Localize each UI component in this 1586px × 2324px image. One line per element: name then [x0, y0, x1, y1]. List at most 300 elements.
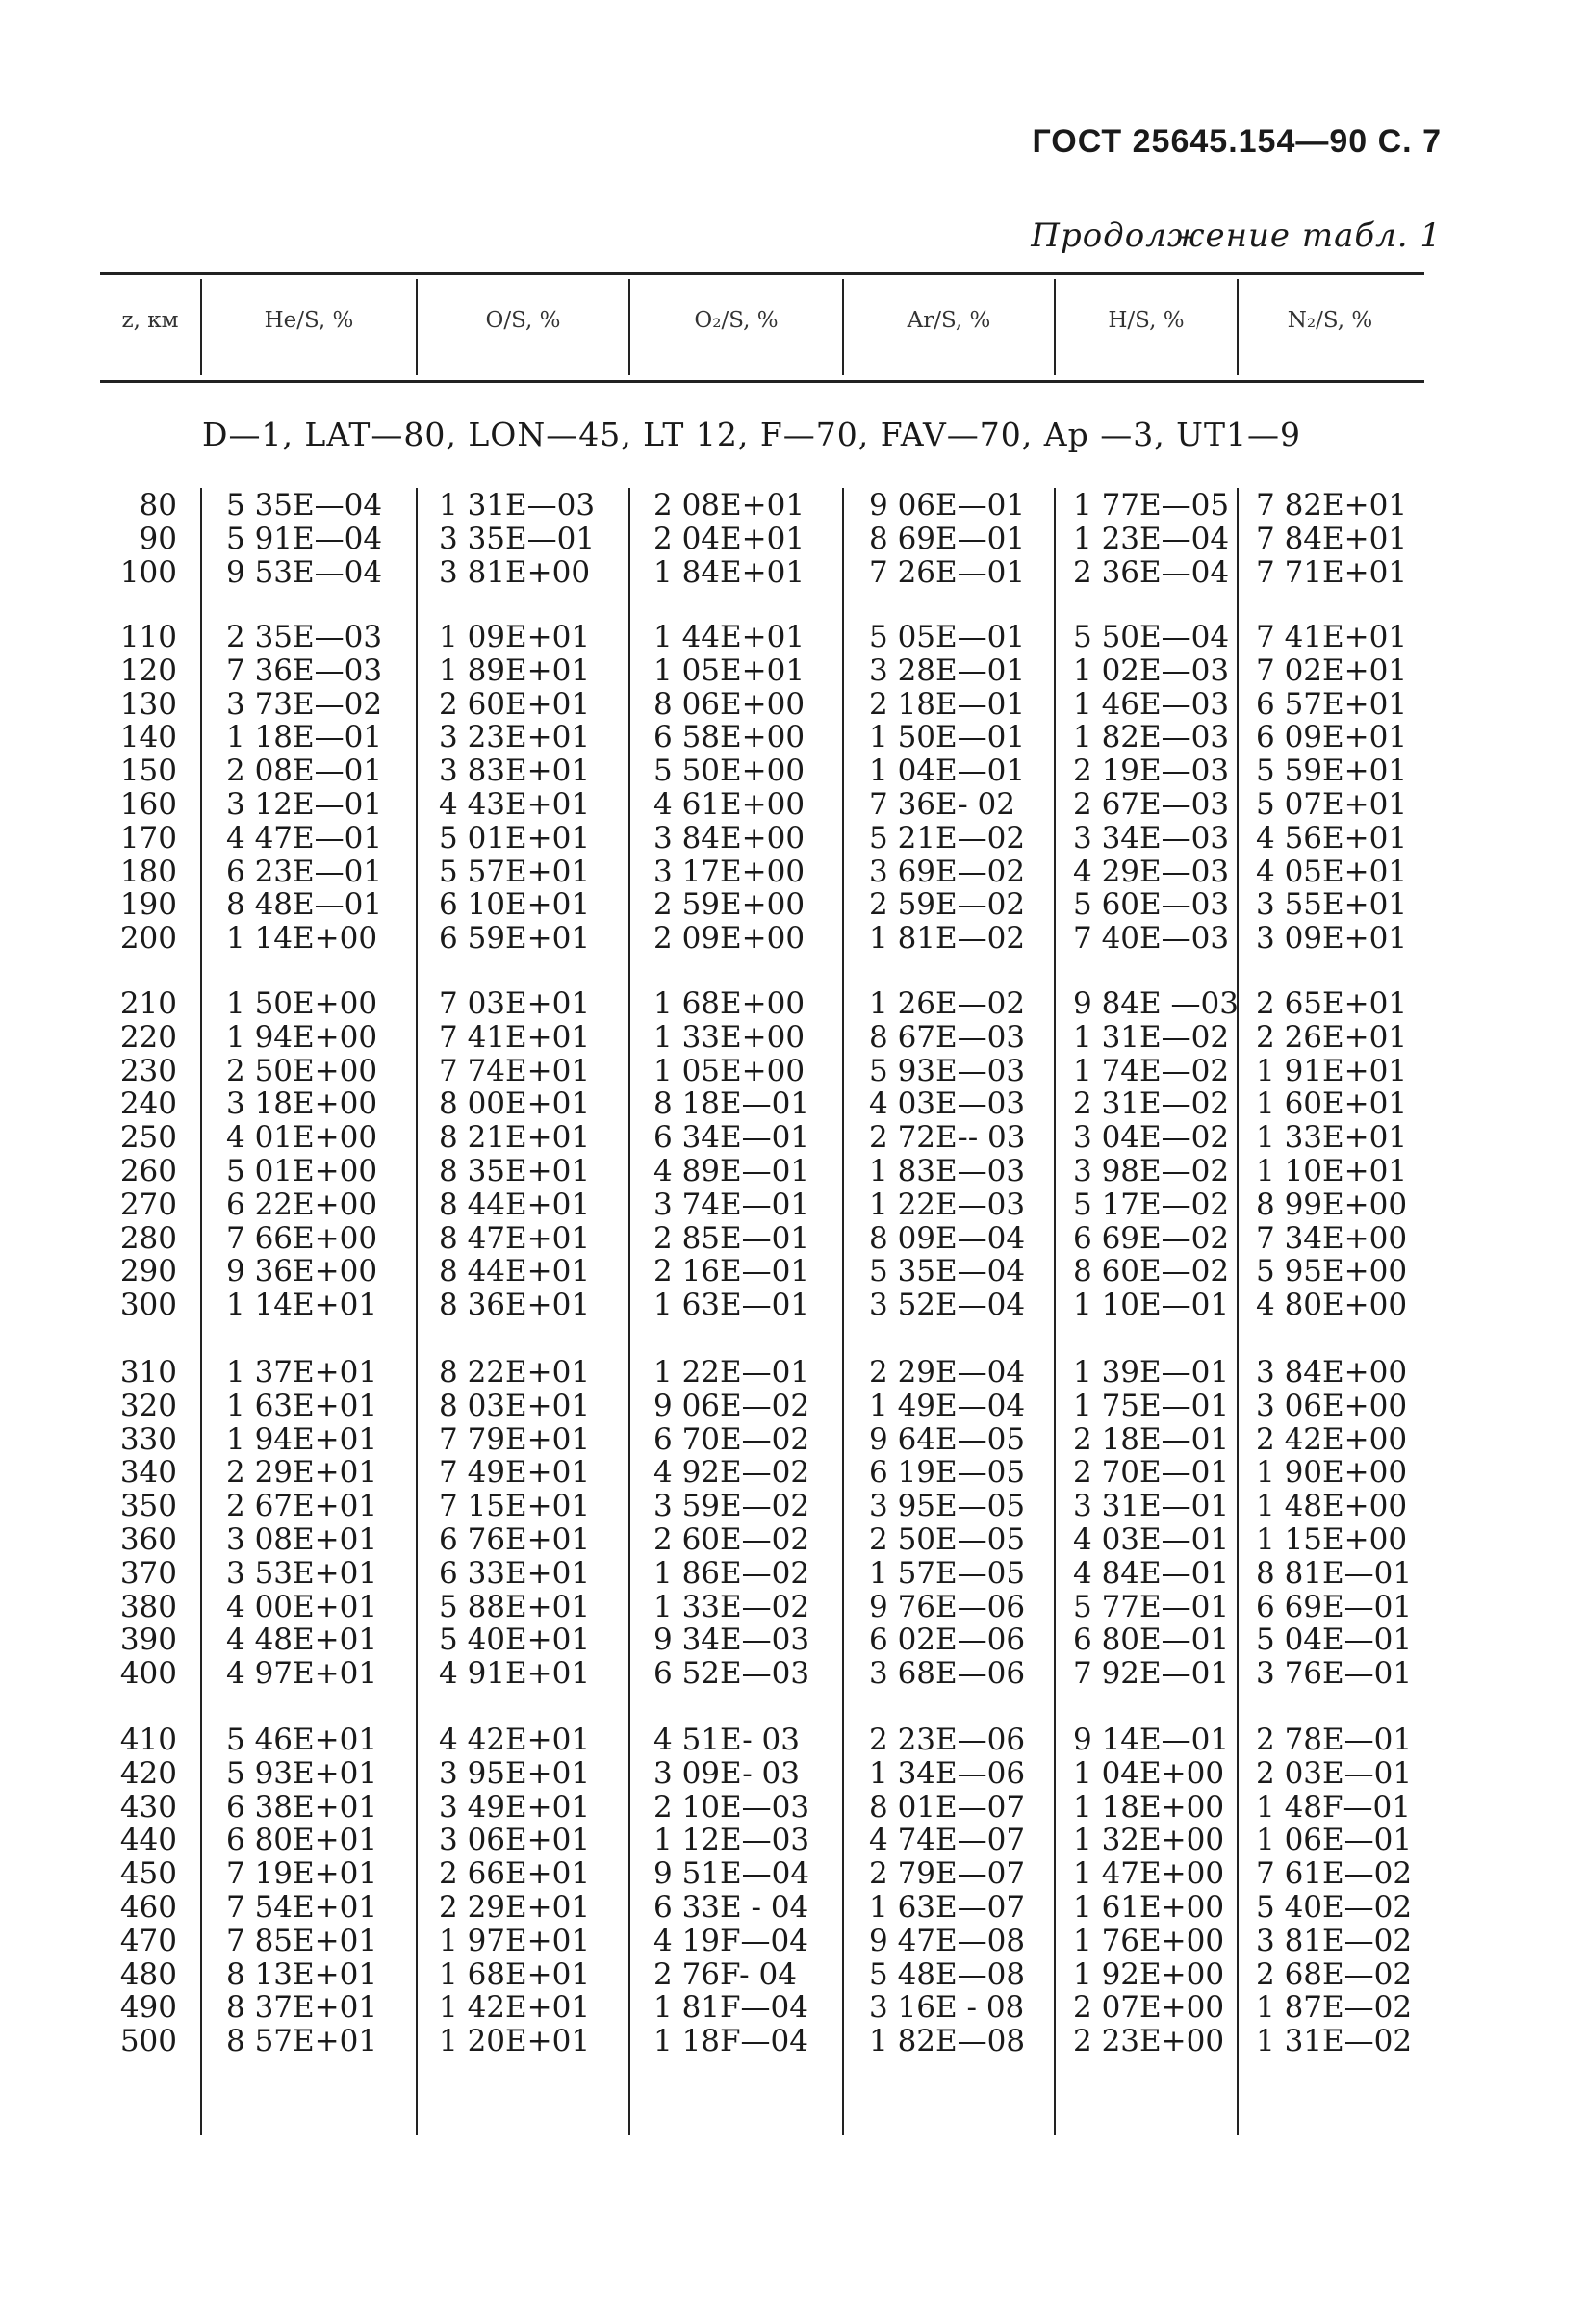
value-cell: 2 03E—01 [1256, 1755, 1413, 1791]
value-cell: 5 01E+01 [439, 820, 591, 856]
value-cell: 6 19E—05 [869, 1455, 1026, 1491]
value-cell: 1 63E—01 [653, 1288, 810, 1323]
value-cell: 7 03E+01 [439, 986, 591, 1021]
value-cell: 6 33E - 04 [653, 1889, 809, 1925]
value-cell: 1 22E—01 [653, 1355, 810, 1390]
value-cell: 4 05E+01 [1256, 854, 1408, 889]
value-cell: 1 77E—05 [1073, 488, 1230, 523]
altitude-cell: 380 [119, 1589, 177, 1624]
value-cell: 6 34E—01 [653, 1120, 810, 1156]
altitude-cell: 130 [119, 686, 177, 722]
value-cell: 3 55E+01 [1256, 887, 1408, 923]
value-cell: 1 76E+00 [1073, 1923, 1225, 1958]
value-cell: 9 14E—01 [1073, 1723, 1230, 1757]
table-row [0, 1724, 1586, 1757]
value-cell: 4 56E+01 [1256, 820, 1408, 856]
altitude-cell: 360 [119, 1521, 177, 1557]
value-cell: 4 48E+01 [226, 1622, 378, 1658]
value-cell: 6 80E—01 [1073, 1622, 1230, 1658]
value-cell: 4 29E—03 [1073, 854, 1230, 889]
value-cell: 8 13E+01 [226, 1956, 378, 1992]
column-header-h: H/S, % [1108, 308, 1185, 333]
table-row [0, 688, 1586, 722]
value-cell: 1 09E+01 [439, 620, 591, 654]
table-row [0, 1255, 1586, 1289]
value-cell: 1 68E+00 [653, 986, 806, 1021]
altitude-cell: 490 [119, 1990, 177, 2026]
column-header-he: He/S, % [264, 308, 354, 333]
table-row [0, 489, 1586, 523]
value-cell: 1 06E—01 [1256, 1823, 1413, 1858]
value-cell: 1 81F—04 [653, 1990, 808, 2026]
altitude-cell: 260 [119, 1153, 177, 1188]
value-cell: 1 10E—01 [1073, 1288, 1230, 1323]
value-cell: 4 03E—01 [1073, 1521, 1230, 1557]
table-row [0, 1891, 1586, 1925]
value-cell: 8 09E—04 [869, 1220, 1026, 1256]
value-cell: 4 91E+01 [439, 1656, 591, 1692]
value-cell: 2 70E—01 [1073, 1455, 1230, 1491]
value-cell: 2 18E—01 [869, 686, 1026, 722]
value-cell: 8 21E+01 [439, 1120, 591, 1156]
value-cell: 2 60E—02 [653, 1521, 810, 1557]
value-cell: 6 69E—02 [1073, 1220, 1230, 1256]
table-row [0, 754, 1586, 788]
value-cell: 7 36E- 02 [869, 786, 1016, 822]
value-cell: 8 69E—01 [869, 521, 1026, 556]
value-cell: 7 92E—01 [1073, 1656, 1230, 1692]
table-row [0, 788, 1586, 822]
altitude-cell: 430 [119, 1789, 177, 1825]
value-cell: 1 61E+00 [1073, 1889, 1225, 1925]
value-cell: 2 29E+01 [439, 1889, 591, 1925]
value-cell: 5 48E—08 [869, 1956, 1026, 1992]
value-cell: 8 03E+01 [439, 1388, 591, 1423]
table-row [0, 1289, 1586, 1322]
table-header-rule [100, 380, 1424, 383]
column-header-ar: Ar/S, % [907, 308, 991, 333]
value-cell: 8 67E—03 [869, 1019, 1026, 1055]
altitude-cell: 400 [119, 1656, 177, 1692]
table-row [0, 922, 1586, 956]
value-cell: 2 50E+00 [226, 1053, 378, 1088]
value-cell: 7 36E—03 [226, 652, 383, 688]
value-cell: 6 10E+01 [439, 887, 591, 923]
value-cell: 8 36E+01 [439, 1288, 591, 1323]
value-cell: 1 82E—03 [1073, 720, 1230, 755]
value-cell: 2 07E+00 [1073, 1990, 1225, 2026]
value-cell: 4 74E—07 [869, 1823, 1026, 1858]
value-cell: 2 50E—05 [869, 1521, 1026, 1557]
value-cell: 6 23E—01 [226, 854, 383, 889]
column-header-o2: O₂/S, % [694, 308, 779, 333]
value-cell: 2 23E—06 [869, 1723, 1026, 1757]
value-cell: 3 81E—02 [1256, 1923, 1413, 1958]
table-row [0, 1021, 1586, 1055]
value-cell: 1 60E+01 [1256, 1086, 1408, 1122]
table-row-group [0, 1724, 1586, 2058]
value-cell: 1 22E—03 [869, 1187, 1026, 1222]
value-cell: 3 31E—01 [1073, 1489, 1230, 1524]
value-cell: 1 48E+00 [1256, 1489, 1408, 1524]
table-row [0, 1925, 1586, 1958]
value-cell: 5 60E—03 [1073, 887, 1230, 923]
value-cell: 5 21E—02 [869, 820, 1026, 856]
altitude-cell: 330 [119, 1421, 177, 1457]
value-cell: 5 40E—02 [1256, 1889, 1413, 1925]
altitude-cell: 310 [119, 1355, 177, 1390]
value-cell: 7 26E—01 [869, 554, 1026, 590]
value-cell: 7 19E+01 [226, 1856, 378, 1892]
value-cell: 1 94E+00 [226, 1019, 378, 1055]
value-cell: 2 29E—04 [869, 1355, 1026, 1390]
value-cell: 1 49E—04 [869, 1388, 1026, 1423]
value-cell: 2 31E—02 [1073, 1086, 1230, 1122]
value-cell: 1 81E—02 [869, 921, 1026, 957]
table-row [0, 523, 1586, 556]
value-cell: 2 42E+00 [1256, 1421, 1408, 1457]
value-cell: 8 47E+01 [439, 1220, 591, 1256]
value-cell: 3 09E+01 [1256, 921, 1408, 957]
table-row-group [0, 489, 1586, 589]
value-cell: 3 83E+01 [439, 753, 591, 789]
table-row [0, 2025, 1586, 2058]
value-cell: 1 18E—01 [226, 720, 383, 755]
value-cell: 3 34E—03 [1073, 820, 1230, 856]
table-row [0, 856, 1586, 889]
altitude-cell: 120 [119, 652, 177, 688]
value-cell: 8 37E+01 [226, 1990, 378, 2026]
value-cell: 7 85E+01 [226, 1923, 378, 1958]
value-cell: 8 01E—07 [869, 1789, 1026, 1825]
altitude-cell: 100 [119, 554, 177, 590]
value-cell: 1 33E+00 [653, 1019, 806, 1055]
value-cell: 2 26E+01 [1256, 1019, 1408, 1055]
value-cell: 5 04E—01 [1256, 1622, 1413, 1658]
altitude-cell: 180 [119, 854, 177, 889]
value-cell: 1 33E—02 [653, 1589, 810, 1624]
table-row-group [0, 987, 1586, 1322]
value-cell: 2 59E+00 [653, 887, 806, 923]
table-row [0, 1456, 1586, 1490]
table-top-rule [100, 272, 1424, 275]
value-cell: 2 04E+01 [653, 521, 806, 556]
value-cell: 4 00E+01 [226, 1589, 378, 1624]
value-cell: 5 50E—04 [1073, 620, 1230, 654]
value-cell: 2 78E—01 [1256, 1723, 1413, 1757]
value-cell: 7 15E+01 [439, 1489, 591, 1524]
value-cell: 1 37E+01 [226, 1355, 378, 1390]
value-cell: 1 33E+01 [1256, 1120, 1408, 1156]
table-row [0, 1087, 1586, 1121]
value-cell: 5 01E+00 [226, 1153, 378, 1188]
value-cell: 3 73E—02 [226, 686, 383, 722]
value-cell: 5 59E+01 [1256, 753, 1408, 789]
value-cell: 1 63E—07 [869, 1889, 1026, 1925]
value-cell: 1 42E+01 [439, 1990, 591, 2026]
value-cell: 3 69E—02 [869, 854, 1026, 889]
value-cell: 3 84E+00 [653, 820, 806, 856]
altitude-cell: 150 [119, 753, 177, 789]
value-cell: 2 76F- 04 [653, 1956, 797, 1992]
value-cell: 4 97E+01 [226, 1656, 378, 1692]
value-cell: 7 41E+01 [439, 1019, 591, 1055]
value-cell: 1 50E+00 [226, 986, 378, 1021]
value-cell: 1 14E+01 [226, 1288, 378, 1323]
value-cell: 6 76E+01 [439, 1521, 591, 1557]
value-cell: 7 54E+01 [226, 1889, 378, 1925]
value-cell: 5 50E+00 [653, 753, 806, 789]
value-cell: 1 02E—03 [1073, 652, 1230, 688]
value-cell: 6 22E+00 [226, 1187, 378, 1222]
altitude-cell: 480 [119, 1956, 177, 1992]
value-cell: 8 22E+01 [439, 1355, 591, 1390]
value-cell: 5 17E—02 [1073, 1187, 1230, 1222]
value-cell: 1 83E—03 [869, 1153, 1026, 1188]
value-cell: 1 34E—06 [869, 1755, 1026, 1791]
table-row [0, 1055, 1586, 1088]
table-row [0, 987, 1586, 1021]
value-cell: 8 35E+01 [439, 1153, 591, 1188]
value-cell: 6 70E—02 [653, 1421, 810, 1457]
altitude-cell: 160 [119, 786, 177, 822]
table-row [0, 654, 1586, 688]
altitude-cell: 90 [139, 521, 177, 556]
table-row [0, 822, 1586, 856]
value-cell: 3 23E+01 [439, 720, 591, 755]
table-row [0, 1791, 1586, 1825]
value-cell: 3 81E+00 [439, 554, 591, 590]
value-cell: 1 90E+00 [1256, 1455, 1408, 1491]
value-cell: 3 52E—04 [869, 1288, 1026, 1323]
table-row [0, 721, 1586, 754]
table-row [0, 1591, 1586, 1624]
value-cell: 3 49E+01 [439, 1789, 591, 1825]
value-cell: 1 05E+01 [653, 652, 806, 688]
value-cell: 2 08E+01 [653, 488, 806, 523]
value-cell: 3 06E+00 [1256, 1388, 1408, 1423]
altitude-cell: 240 [119, 1086, 177, 1122]
value-cell: 1 50E—01 [869, 720, 1026, 755]
altitude-cell: 410 [119, 1723, 177, 1757]
value-cell: 1 39E—01 [1073, 1355, 1230, 1390]
value-cell: 1 05E+00 [653, 1053, 806, 1088]
value-cell: 4 19F—04 [653, 1923, 808, 1958]
column-header-z: z, км [121, 308, 179, 333]
value-cell: 3 53E+01 [226, 1555, 378, 1591]
value-cell: 2 29E+01 [226, 1455, 378, 1491]
value-cell: 1 46E—03 [1073, 686, 1230, 722]
value-cell: 5 93E+01 [226, 1755, 378, 1791]
value-cell: 8 57E+01 [226, 2024, 378, 2059]
value-cell: 8 60E—02 [1073, 1254, 1230, 1290]
table-row [0, 621, 1586, 654]
value-cell: 3 74E—01 [653, 1187, 810, 1222]
value-cell: 2 10E—03 [653, 1789, 810, 1825]
value-cell: 3 08E+01 [226, 1521, 378, 1557]
value-cell: 8 44E+01 [439, 1187, 591, 1222]
value-cell: 6 52E—03 [653, 1656, 810, 1692]
value-cell: 4 80E+00 [1256, 1288, 1408, 1323]
value-cell: 1 97E+01 [439, 1923, 591, 1958]
value-cell: 1 84E+01 [653, 554, 806, 590]
value-cell: 1 18F—04 [653, 2024, 808, 2059]
value-cell: 2 79E—07 [869, 1856, 1026, 1892]
value-cell: 5 40E+01 [439, 1622, 591, 1658]
value-cell: 3 59E—02 [653, 1489, 810, 1524]
value-cell: 3 95E—05 [869, 1489, 1026, 1524]
altitude-cell: 290 [119, 1254, 177, 1290]
value-cell: 7 66E+00 [226, 1220, 378, 1256]
value-cell: 5 46E+01 [226, 1723, 378, 1757]
value-cell: 8 00E+01 [439, 1086, 591, 1122]
value-cell: 1 18E+00 [1073, 1789, 1225, 1825]
value-cell: 4 03E—03 [869, 1086, 1026, 1122]
altitude-cell: 350 [119, 1489, 177, 1524]
value-cell: 3 35E—01 [439, 521, 596, 556]
value-cell: 3 09E- 03 [653, 1755, 801, 1791]
value-cell: 1 91E+01 [1256, 1053, 1408, 1088]
value-cell: 7 61E—02 [1256, 1856, 1413, 1892]
value-cell: 7 40E—03 [1073, 921, 1230, 957]
altitude-cell: 390 [119, 1622, 177, 1658]
column-header-o: O/S, % [485, 308, 561, 333]
table-row [0, 1155, 1586, 1188]
value-cell: 9 53E—04 [226, 554, 383, 590]
table-row [0, 1657, 1586, 1691]
value-cell: 1 32E+00 [1073, 1823, 1225, 1858]
value-cell: 5 35E—04 [226, 488, 383, 523]
altitude-cell: 170 [119, 820, 177, 856]
value-cell: 1 20E+01 [439, 2024, 591, 2059]
value-cell: 6 69E—01 [1256, 1589, 1413, 1624]
altitude-cell: 140 [119, 720, 177, 755]
altitude-cell: 200 [119, 921, 177, 957]
value-cell: 7 02E+01 [1256, 652, 1408, 688]
value-cell: 1 31E—02 [1256, 2024, 1413, 2059]
value-cell: 7 82E+01 [1256, 488, 1408, 523]
value-cell: 3 18E+00 [226, 1086, 378, 1122]
value-cell: 4 42E+01 [439, 1723, 591, 1757]
value-cell: 1 31E—03 [439, 488, 596, 523]
value-cell: 4 61E+00 [653, 786, 806, 822]
value-cell: 2 65E+01 [1256, 986, 1408, 1021]
table-row [0, 1523, 1586, 1557]
altitude-cell: 190 [119, 887, 177, 923]
altitude-cell: 420 [119, 1755, 177, 1791]
value-cell: 4 89E—01 [653, 1153, 810, 1188]
value-cell: 5 35E—04 [869, 1254, 1026, 1290]
value-cell: 5 05E—01 [869, 620, 1026, 654]
table-row-group [0, 621, 1586, 956]
altitude-cell: 500 [119, 2024, 177, 2059]
value-cell: 1 57E—05 [869, 1555, 1026, 1591]
value-cell: 8 44E+01 [439, 1254, 591, 1290]
value-cell: 8 81E—01 [1256, 1555, 1413, 1591]
value-cell: 2 08E—01 [226, 753, 383, 789]
value-cell: 5 07E+01 [1256, 786, 1408, 822]
value-cell: 1 14E+00 [226, 921, 378, 957]
altitude-cell: 450 [119, 1856, 177, 1892]
value-cell: 5 88E+01 [439, 1589, 591, 1624]
value-cell: 6 38E+01 [226, 1789, 378, 1825]
value-cell: 1 48F—01 [1256, 1789, 1411, 1825]
value-cell: 6 59E+01 [439, 921, 591, 957]
value-cell: 2 19E—03 [1073, 753, 1230, 789]
value-cell: 1 92E+00 [1073, 1956, 1225, 1992]
table-row-group [0, 1356, 1586, 1691]
altitude-cell: 80 [139, 488, 177, 523]
table-row [0, 1423, 1586, 1457]
value-cell: 1 44E+01 [653, 620, 806, 654]
altitude-cell: 270 [119, 1187, 177, 1222]
altitude-cell: 440 [119, 1823, 177, 1858]
value-cell: 1 47E+00 [1073, 1856, 1225, 1892]
value-cell: 8 18E—01 [653, 1086, 810, 1122]
value-cell: 2 36E—04 [1073, 554, 1230, 590]
value-cell: 3 76E—01 [1256, 1656, 1413, 1692]
value-cell: 1 10E+01 [1256, 1153, 1408, 1188]
table-row [0, 1356, 1586, 1390]
value-cell: 9 51E—04 [653, 1856, 810, 1892]
value-cell: 1 04E+00 [1073, 1755, 1225, 1791]
value-cell: 4 51E- 03 [653, 1723, 801, 1757]
table-row [0, 1623, 1586, 1657]
value-cell: 2 60E+01 [439, 686, 591, 722]
value-cell: 8 99E+00 [1256, 1187, 1408, 1222]
model-parameters: D—1, LAT—80, LON—45, LT 12, F—70, FAV—70, Ap —3, UT1—9 [202, 416, 1301, 453]
value-cell: 3 84E+00 [1256, 1355, 1408, 1390]
page-header: ГОСТ 25645.154—90 С. 7 [1032, 123, 1442, 160]
value-cell: 6 09E+01 [1256, 720, 1408, 755]
table-row [0, 1121, 1586, 1155]
altitude-cell: 230 [119, 1053, 177, 1088]
value-cell: 7 49E+01 [439, 1455, 591, 1491]
value-cell: 7 34E+00 [1256, 1220, 1408, 1256]
value-cell: 1 04E—01 [869, 753, 1026, 789]
value-cell: 8 48E—01 [226, 887, 383, 923]
value-cell: 5 57E+01 [439, 854, 591, 889]
table-continuation-caption: Продолжение табл. 1 [1031, 217, 1442, 255]
value-cell: 4 47E—01 [226, 820, 383, 856]
altitude-cell: 300 [119, 1288, 177, 1323]
value-cell: 4 92E—02 [653, 1455, 810, 1491]
value-cell: 2 67E+01 [226, 1489, 378, 1524]
value-cell: 5 93E—03 [869, 1053, 1026, 1088]
value-cell: 9 47E—08 [869, 1923, 1026, 1958]
value-cell: 5 77E—01 [1073, 1589, 1230, 1624]
value-cell: 2 72E-- 03 [869, 1120, 1026, 1156]
value-cell: 3 16E - 08 [869, 1990, 1025, 2026]
altitude-cell: 110 [119, 620, 177, 654]
table-row [0, 1991, 1586, 2025]
altitude-cell: 280 [119, 1220, 177, 1256]
value-cell: 1 15E+00 [1256, 1521, 1408, 1557]
value-cell: 1 63E+01 [226, 1388, 378, 1423]
value-cell: 2 18E—01 [1073, 1421, 1230, 1457]
value-cell: 6 57E+01 [1256, 686, 1408, 722]
value-cell: 3 98E—02 [1073, 1153, 1230, 1188]
value-cell: 2 16E—01 [653, 1254, 810, 1290]
value-cell: 3 68E—06 [869, 1656, 1026, 1692]
value-cell: 7 79E+01 [439, 1421, 591, 1457]
value-cell: 1 12E—03 [653, 1823, 810, 1858]
table-row [0, 1490, 1586, 1523]
value-cell: 3 28E—01 [869, 652, 1026, 688]
table-row [0, 556, 1586, 590]
value-cell: 9 84E —03 [1073, 986, 1239, 1021]
table-row [0, 888, 1586, 922]
